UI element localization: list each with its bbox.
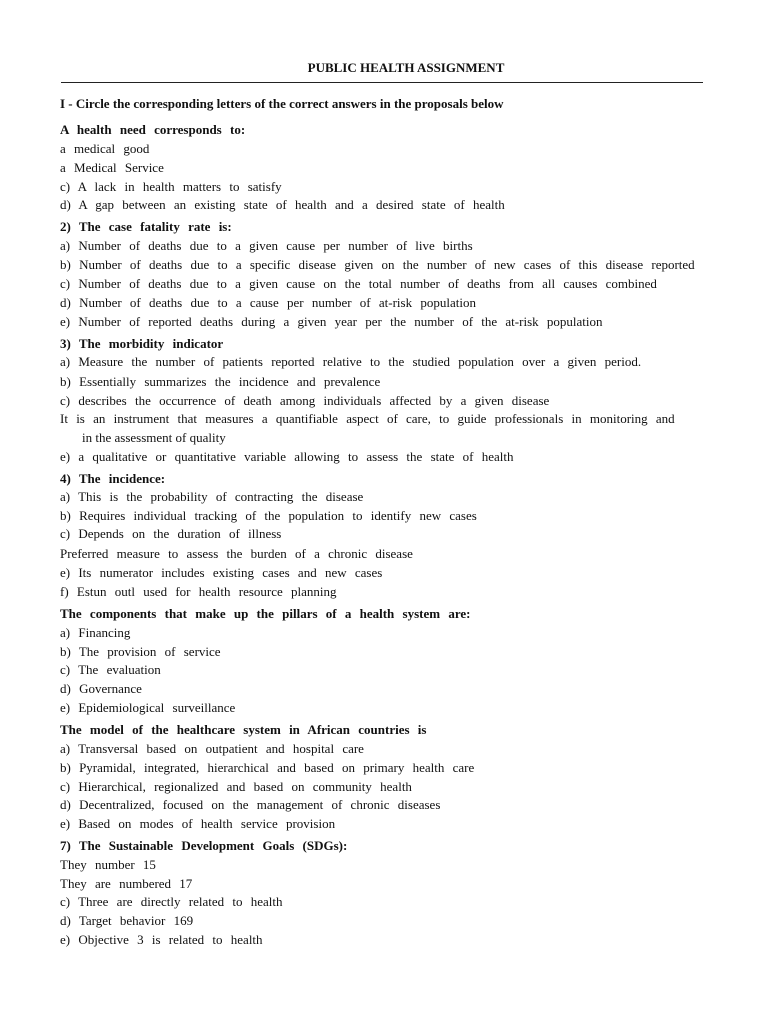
answer-option: b) Number of deaths due to a specific disease given on the number of new cases of this disease reported (60, 257, 695, 272)
answer-option: They are numbered 17 (60, 876, 193, 891)
answer-option: e) Epidemiological surveillance (60, 700, 236, 715)
question-heading: 7) The Sustainable Development Goals (SDGs): (60, 838, 348, 853)
answer-option: d) Number of deaths due to a cause per number of at-risk population (60, 295, 476, 310)
answer-option: c) The evaluation (60, 662, 161, 677)
answer-option: a) Financing (60, 625, 131, 640)
answer-option: a Medical Service (60, 160, 164, 175)
answer-option: a medical good (60, 141, 150, 156)
answer-option: e) a qualitative or quantitative variable allowing to assess the state of health (60, 449, 514, 464)
answer-option: d) A gap between an existing state of health and a desired state of health (60, 197, 505, 212)
answer-option: d) Target behavior 169 (60, 913, 194, 928)
answer-continuation: in the assessment of quality (82, 430, 226, 445)
answer-option: c) Three are directly related to health (60, 894, 283, 909)
answer-option: They number 15 (60, 857, 156, 872)
answer-option: c) Hierarchical, regionalized and based on community health (60, 779, 412, 794)
answer-option: c) describes the occurrence of death among individuals affected by a given disease (60, 393, 550, 408)
answer-option: f) Estun outl used for health resource planning (60, 584, 337, 599)
answer-option: d) Governance (60, 681, 142, 696)
question-heading: 3) The morbidity indicator (60, 336, 224, 351)
instruction-heading: I - Circle the corresponding letters of the correct answers in the proposals below (60, 96, 504, 111)
question-heading: The components that make up the pillars of a health system are: (60, 606, 471, 621)
page-title: PUBLIC HEALTH ASSIGNMENT (307, 60, 505, 75)
answer-option: c) Number of deaths due to a given cause on the total number of deaths from all causes combined (60, 276, 657, 291)
answer-option: a) Transversal based on outpatient and hospital care (60, 741, 364, 756)
answer-option: b) Pyramidal, integrated, hierarchical and based on primary health care (60, 760, 475, 775)
answer-option: c) A lack in health matters to satisfy (60, 179, 282, 194)
answer-option: e) Number of reported deaths during a given year per the number of the at-risk population (60, 314, 603, 329)
answer-option: It is an instrument that measures a quantifiable aspect of care, to guide professionals in monitoring and (60, 411, 675, 426)
title-divider (61, 82, 703, 83)
answer-option: Preferred measure to assess the burden of a chronic disease (60, 546, 413, 561)
question-heading: A health need corresponds to: (60, 122, 246, 137)
answer-option: b) Requires individual tracking of the population to identify new cases (60, 508, 477, 523)
answer-option: a) Measure the number of patients reported relative to the studied population over a given period. (60, 354, 642, 369)
answer-option: d) Decentralized, focused on the management of chronic diseases (60, 797, 441, 812)
answer-option: e) Based on modes of health service provision (60, 816, 336, 831)
question-heading: The model of the healthcare system in African countries is (60, 722, 427, 737)
answer-option: c) Depends on the duration of illness (60, 526, 282, 541)
answer-option: e) Its numerator includes existing cases and new cases (60, 565, 383, 580)
answer-option: e) Objective 3 is related to health (60, 932, 263, 947)
answer-option: b) Essentially summarizes the incidence and prevalence (60, 374, 381, 389)
question-heading: 4) The incidence: (60, 471, 166, 486)
question-heading: 2) The case fatality rate is: (60, 219, 232, 234)
answer-option: a) Number of deaths due to a given cause per number of live births (60, 238, 473, 253)
answer-option: a) This is the probability of contracting the disease (60, 489, 364, 504)
answer-option: b) The provision of service (60, 644, 221, 659)
